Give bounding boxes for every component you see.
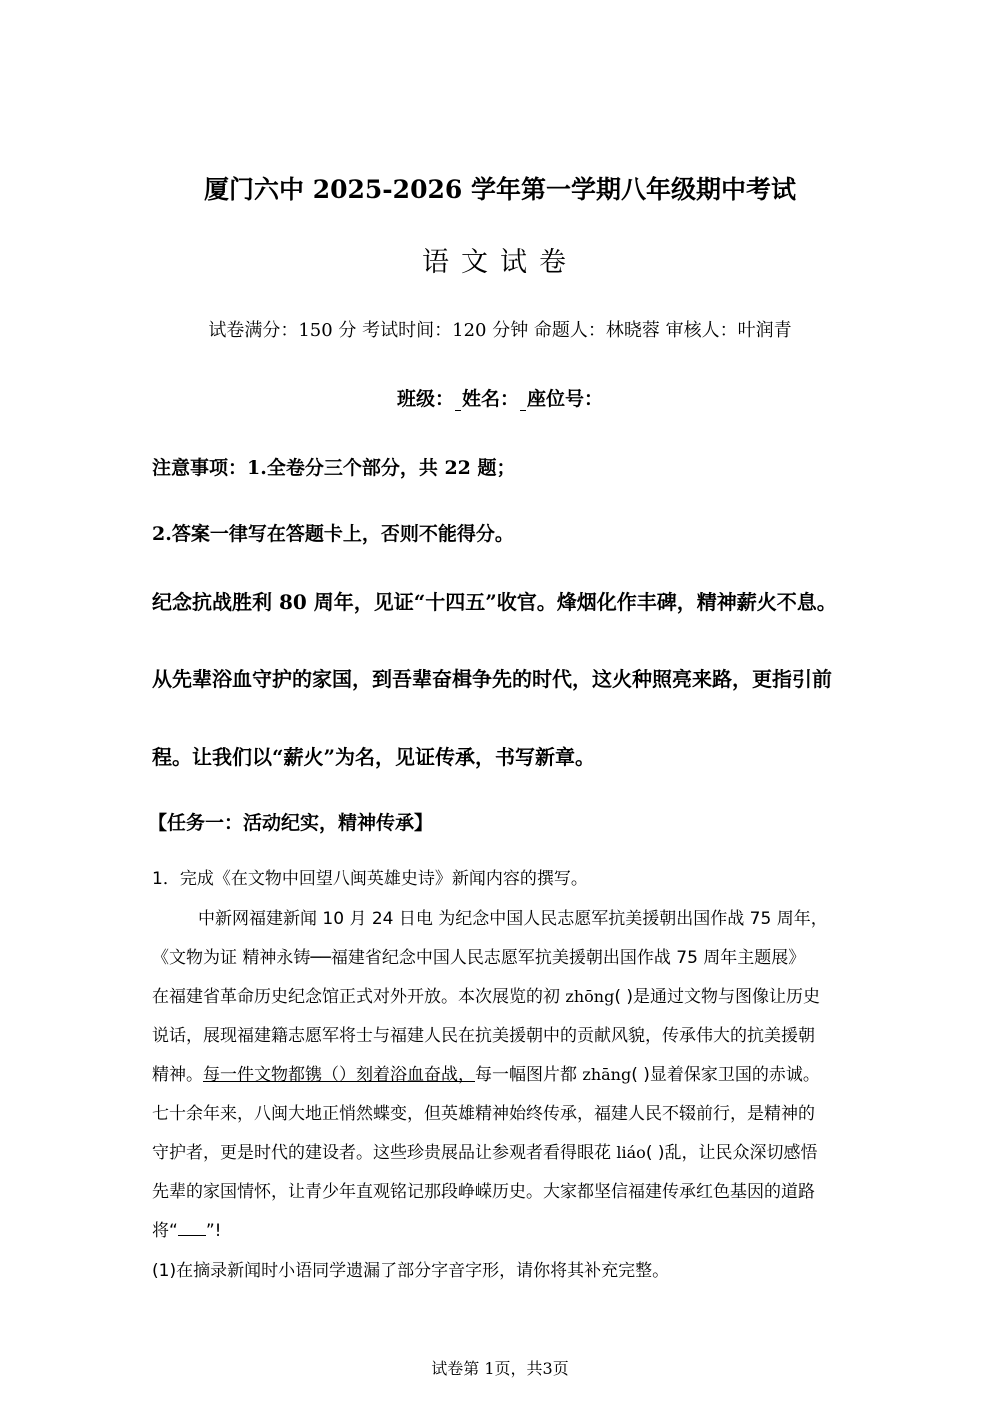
student-info-line (0, 384, 1000, 411)
news-line-6: 七十余年来，八闽大地正悄然蝶变，但英雄精神始终传承，福建人民不辍前行，是精神的 (152, 1104, 815, 1124)
news-line-5-text-b: 每一幅图片都 (475, 1065, 583, 1085)
exam-title: 厦门六中 2025-2026 学年第一学期八年级期中考试 (204, 175, 796, 204)
news-line-1: 中新网福建新闻 10 月 24 日电 为纪念中国人民志愿军抗美援朝出国作战 75 周年， (198, 909, 828, 929)
notice-line-1: 注意事项：1.全卷分三个部分，共 22 题； (152, 457, 516, 479)
underlined-sentence: 每一件文物都镌（）刻着浴血奋战， (203, 1065, 475, 1085)
news-line-7-blank: ( )乱，让民众深切感悟 (645, 1143, 818, 1163)
news-line-8: 先辈的家国情怀，让青少年直观铭记那段峥嵘历史。大家都坚信福建传承红色基因的道路 (152, 1182, 815, 1202)
news-line-3-blank: ( )是通过文物与图像让历史 (614, 987, 820, 1007)
quote-open: 将“ (152, 1221, 178, 1241)
answer-blank[interactable] (178, 1219, 206, 1236)
name-label: 姓名： (461, 388, 519, 410)
news-line-7-text: 守护者，更是时代的建设者。这些珍贵展品让参观者看得眼花 (152, 1143, 617, 1163)
pinyin-zhong: zhōng (565, 987, 615, 1006)
news-line-4: 说话，展现福建籍志愿军将士与福建人民在抗美援朝中的贡献风貌，传承伟大的抗美援朝 (152, 1026, 815, 1046)
name-blank[interactable] (520, 392, 526, 411)
intro-line-1: 纪念抗战胜利 80 周年，见证“十四五”收官。烽烟化作丰碑，精神薪火不息。 (152, 590, 837, 614)
news-line-2: 《文物为证 精神永铸──福建省纪念中国人民志愿军抗美援朝出国作战 75 周年主题展》 (152, 948, 806, 968)
exam-meta: 试卷满分：150 分 考试时间：120 分钟 命题人：林晓蓉 审核人：叶润青 (208, 320, 792, 341)
news-line-3 (152, 982, 820, 1007)
news-line-5 (152, 1060, 820, 1085)
intro-line-2: 从先辈浴血守护的家国，到吾辈奋楫争先的时代，这火种照亮来路，更指引前 (152, 667, 832, 691)
news-line-3-text: 在福建省革命历史纪念馆正式对外开放。本次展览的初 (152, 987, 566, 1007)
seat-label: 座位号： (527, 388, 604, 410)
news-line-9 (152, 1216, 221, 1241)
task-heading: 【任务一：活动纪实，精神传承】 (148, 812, 434, 834)
class-label: 班级： (396, 388, 454, 410)
news-line-7 (152, 1138, 817, 1163)
page-footer: 试卷第 1页，共3页 (431, 1359, 569, 1378)
quote-close: ”! (205, 1221, 222, 1241)
class-blank[interactable] (455, 392, 461, 411)
news-line-5-text: 精神。 (152, 1065, 203, 1085)
pinyin-zhang: zhāng (582, 1065, 632, 1084)
question-1: 1．完成《在文物中回望八闽英雄史诗》新闻内容的撰写。 (152, 869, 588, 889)
news-line-5-blank: ( )显着保家卫国的赤诚。 (631, 1065, 820, 1085)
exam-subtitle: 语文试卷 (422, 247, 578, 278)
notice-line-2: 2.答案一律写在答题卡上，否则不能得分。 (152, 523, 514, 545)
intro-line-3: 程。让我们以“薪火”为名，见证传承，书写新章。 (152, 745, 596, 769)
pinyin-liao: liáo (616, 1143, 646, 1162)
sub-question-1: (1)在摘录新闻时小语同学遗漏了部分字音字形，请你将其补充完整。 (152, 1261, 670, 1281)
